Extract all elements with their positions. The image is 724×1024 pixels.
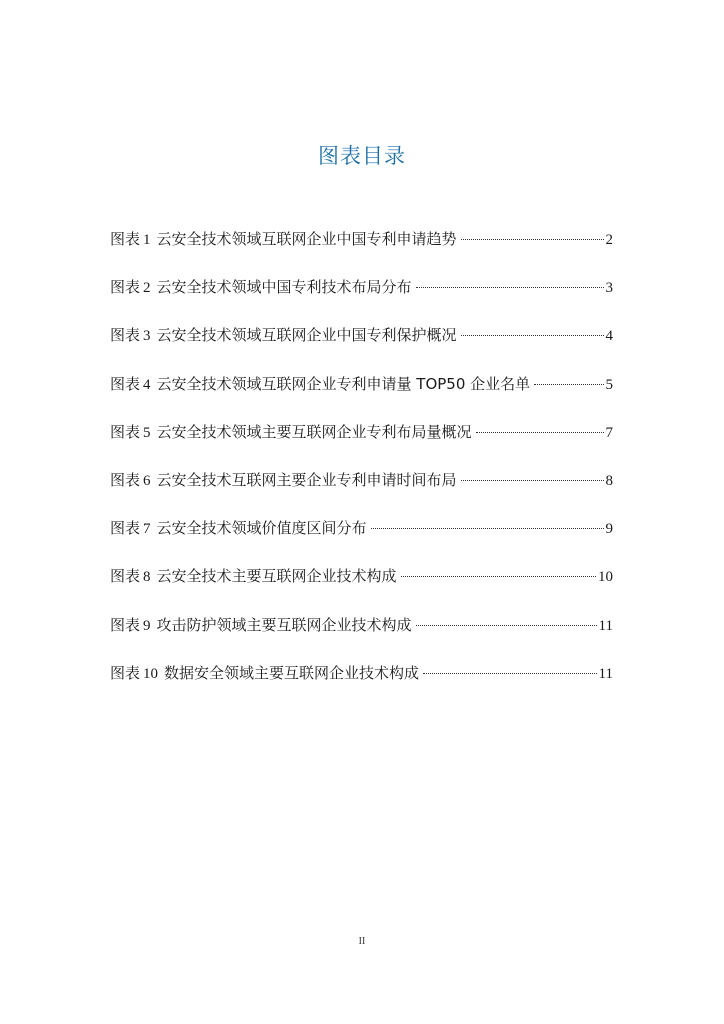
page-title: 图表目录 xyxy=(318,144,406,168)
toc-entry-page: 2 xyxy=(605,232,613,248)
dot-leader xyxy=(416,625,597,626)
toc-entry-title: 云安全技术领域价值度区间分布 xyxy=(156,519,367,538)
dot-leader xyxy=(461,239,604,240)
toc-entry-label: 图表 xyxy=(110,374,141,393)
dot-leader xyxy=(461,480,604,481)
toc-entry-title: 攻击防护领域主要互联网企业技术构成 xyxy=(156,615,412,634)
toc-entry-page: 10 xyxy=(598,569,613,586)
toc-entry[interactable] xyxy=(110,517,613,565)
toc-entry-label: 图表 xyxy=(110,663,141,682)
toc-entry-label: 图表 xyxy=(110,278,141,297)
toc-entry-label: 图表 xyxy=(110,422,141,441)
toc-entry-title: 数据安全领域主要互联网企业技术构成 xyxy=(164,663,420,682)
page-number: II xyxy=(358,936,366,947)
dot-leader xyxy=(423,673,597,674)
dot-leader xyxy=(371,528,604,529)
table-of-figures xyxy=(110,228,613,710)
toc-entry[interactable] xyxy=(110,276,613,324)
toc-entry[interactable] xyxy=(110,228,613,276)
toc-entry-number: 3 xyxy=(143,328,151,345)
toc-entry-page: 7 xyxy=(605,424,613,441)
dot-leader xyxy=(401,576,596,577)
toc-entry-number: 9 xyxy=(143,617,151,634)
toc-entry-page: 3 xyxy=(605,280,613,297)
toc-entry-title: 云安全技术互联网主要企业专利申请时间布局 xyxy=(156,470,457,489)
toc-entry[interactable] xyxy=(110,614,613,662)
dot-leader xyxy=(476,432,604,433)
toc-entry-label: 图表 xyxy=(110,567,141,586)
toc-entry-number: 4 xyxy=(143,376,151,393)
toc-entry-number: 6 xyxy=(143,472,151,489)
toc-entry-number: 8 xyxy=(143,569,151,586)
toc-entry[interactable] xyxy=(110,662,613,710)
dot-leader xyxy=(534,384,603,385)
toc-entry-title: 云安全技术领域互联网企业中国专利保护概况 xyxy=(156,326,457,345)
toc-entry-page: 4 xyxy=(605,328,613,345)
toc-entry-label: 图表 xyxy=(110,326,141,345)
toc-entry-number: 1 xyxy=(143,232,151,248)
toc-entry-page: 11 xyxy=(598,617,613,634)
toc-entry-title: 云安全技术领域主要互联网企业专利布局量概况 xyxy=(156,422,472,441)
toc-entry-label: 图表 xyxy=(110,519,141,538)
toc-entry[interactable] xyxy=(110,373,613,421)
toc-entry[interactable] xyxy=(110,469,613,517)
toc-entry[interactable] xyxy=(110,565,613,613)
dot-leader xyxy=(461,335,604,336)
toc-entry-number: 5 xyxy=(143,424,151,441)
toc-entry-page: 5 xyxy=(605,376,613,393)
toc-entry[interactable] xyxy=(110,324,613,372)
toc-entry-title: 云安全技术领域中国专利技术布局分布 xyxy=(156,278,412,297)
toc-entry-label: 图表 xyxy=(110,230,141,248)
toc-entry-page: 9 xyxy=(605,521,613,538)
toc-entry-title: 云安全技术主要互联网企业技术构成 xyxy=(156,567,397,586)
toc-entry-label: 图表 xyxy=(110,470,141,489)
toc-entry-number: 2 xyxy=(143,280,151,297)
toc-entry-page: 11 xyxy=(598,665,613,682)
toc-entry[interactable] xyxy=(110,421,613,469)
toc-entry-number: 10 xyxy=(143,665,159,682)
toc-entry-title: 云安全技术领域互联网企业专利申请量 TOP50 企业名单 xyxy=(156,374,531,393)
toc-entry-number: 7 xyxy=(143,521,151,538)
dot-leader xyxy=(416,287,604,288)
toc-entry-label: 图表 xyxy=(110,615,141,634)
toc-entry-title: 云安全技术领域互联网企业中国专利申请趋势 xyxy=(156,230,457,248)
toc-entry-page: 8 xyxy=(605,472,613,489)
